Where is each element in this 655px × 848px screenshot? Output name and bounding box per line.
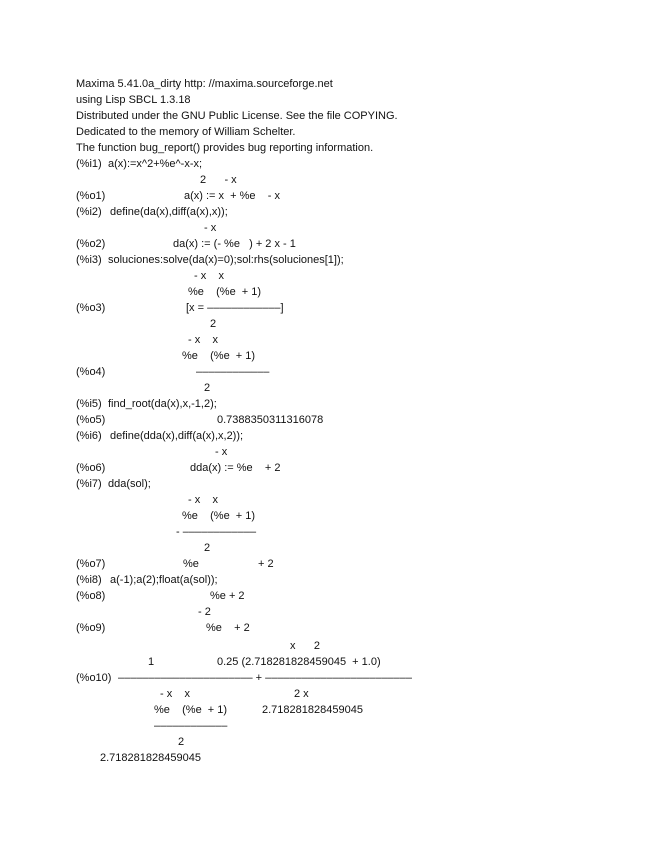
exponent-line: 2 - x (200, 174, 237, 186)
denominator-line: 2 (204, 542, 211, 554)
output-base: %e (183, 558, 199, 570)
output-label: (%o3) (76, 302, 106, 314)
output-label: (%o10) (76, 672, 112, 684)
numerator-line: %e (%e + 1) (188, 286, 262, 298)
output-label: (%o2) (76, 238, 106, 250)
output-expr: %e + 2 (210, 590, 245, 602)
exponent-right: 2 x (294, 688, 309, 700)
input-label: (%i3) (76, 254, 102, 266)
bug-report-line: The function bug_report() provides bug reporting information. (76, 142, 374, 154)
output-label: (%o7) (76, 558, 106, 570)
exponent-line: - x (215, 446, 228, 458)
exponent-line: x 2 (290, 640, 320, 652)
output-expr: %e + 2 (206, 622, 250, 634)
denominator-line: 2 (204, 382, 211, 394)
sub-base: 2.718281828459045 (100, 752, 201, 764)
version-line: Maxima 5.41.0a_dirty http: //maxima.sourceforge.net (76, 78, 333, 90)
fraction-bar: –––––––––––– (196, 366, 270, 378)
input-text: define(dda(x),diff(a(x),x,2)); (110, 430, 244, 442)
output-expr: a(x) := x + %e - x (184, 190, 280, 202)
output-expr: da(x) := (- %e ) + 2 x - 1 (173, 238, 296, 250)
numerator-left: 1 (148, 656, 155, 668)
output-value: 0.7388350311316078 (217, 414, 324, 426)
output-label: (%o9) (76, 622, 106, 634)
output-label: (%o8) (76, 590, 106, 602)
input-text: soluciones:solve(da(x)=0);sol:rhs(soluciones[1]); (108, 254, 344, 266)
input-text: a(x):=x^2+%e^-x-x; (108, 158, 203, 170)
exponent-line: - x (204, 222, 217, 234)
license-line: Distributed under the GNU Public License. See the file COPYING. (76, 110, 398, 122)
sub-denominator: 2 (178, 736, 185, 748)
numerator-line: %e (%e + 1) (182, 510, 256, 522)
input-label: (%i1) (76, 158, 102, 170)
dedication-line: Dedicated to the memory of William Schelter. (76, 126, 296, 138)
output-expr: dda(x) := %e + 2 (190, 462, 281, 474)
input-label: (%i7) (76, 478, 102, 490)
fraction-bar: - –––––––––––– (176, 526, 257, 538)
output-label: (%o5) (76, 414, 106, 426)
exponent-left: - x x (160, 688, 190, 700)
output-label: (%o4) (76, 366, 106, 378)
input-label: (%i5) (76, 398, 102, 410)
numerator-line: %e (%e + 1) (182, 350, 256, 362)
output-expr: [x = ––––––––––––] (186, 302, 284, 314)
input-label: (%i6) (76, 430, 102, 442)
numerator-right: 0.25 (2.718281828459045 + 1.0) (217, 656, 381, 668)
exponent-line: - x x (194, 270, 224, 282)
exponent-line: - x x (188, 334, 218, 346)
exponent-line: - 2 (198, 606, 211, 618)
sub-fraction-bar: –––––––––––– (154, 720, 228, 732)
fraction-bars: –––––––––––––––––––––– + –––––––––––––––––––––––– (118, 672, 412, 684)
input-label: (%i2) (76, 206, 102, 218)
input-text: define(da(x),diff(a(x),x)); (110, 206, 228, 218)
input-text: a(-1);a(2);float(a(sol)); (110, 574, 218, 586)
output-label: (%o6) (76, 462, 106, 474)
denominator-line: 2 (210, 318, 217, 330)
output-label: (%o1) (76, 190, 106, 202)
input-text: dda(sol); (108, 478, 151, 490)
denominator-left: %e (%e + 1) (154, 704, 228, 716)
input-label: (%i8) (76, 574, 102, 586)
input-text: find_root(da(x),x,-1,2); (108, 398, 217, 410)
denominator-right: 2.718281828459045 (262, 704, 363, 716)
exponent-line: - x x (188, 494, 218, 506)
output-tail: + 2 (258, 558, 274, 570)
lisp-line: using Lisp SBCL 1.3.18 (76, 94, 191, 106)
